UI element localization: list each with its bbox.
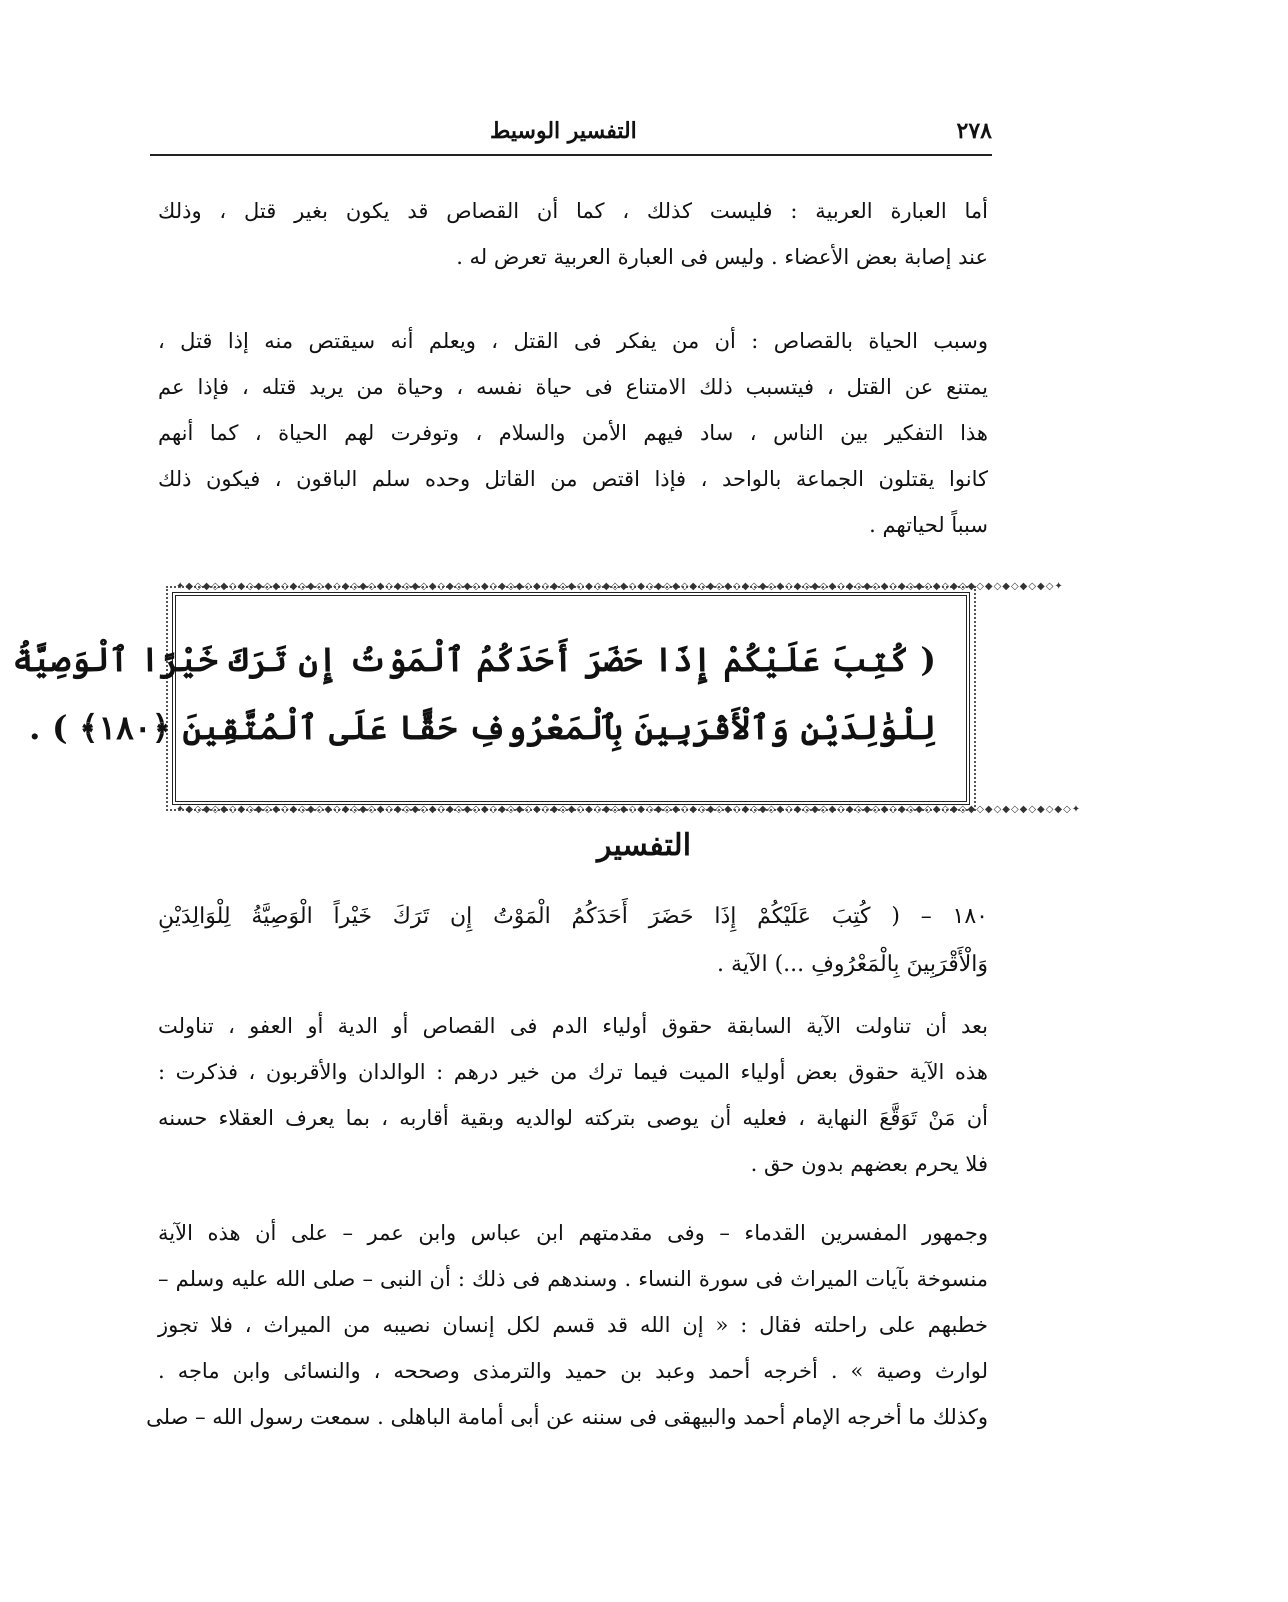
quran-verse-frame bbox=[12, 581, 1082, 815]
text-line: لوارث وصية » . أخرجه أحمد وعبد بن حميد والترمذى وصححه ، والنسائى وابن ماجه . bbox=[158, 1359, 988, 1383]
page-number: ٢٧٨ bbox=[956, 118, 992, 144]
page-header bbox=[150, 118, 992, 158]
text-line: وَالْأَقْرَبِينَ بِالْمَعْرُوفِ ...) الآية . bbox=[717, 952, 988, 977]
text-line: بعد أن تناولت الآية السابقة حقوق أولياء الدم فى القصاص أو الدية أو العفو ، تناولت bbox=[158, 1014, 988, 1038]
text-line: وسبب الحياة بالقصاص : أن من يفكر فى القتل ، ويعلم أنه سيقتص منه إذا قتل ، bbox=[158, 329, 988, 353]
paragraph-3 bbox=[158, 1003, 988, 1187]
header-rule bbox=[150, 154, 992, 156]
text-line: هذا التفكير بين الناس ، ساد فيهم الأمن والسلام ، وتوفرت لهم الحياة ، كما أنهم bbox=[158, 421, 988, 445]
text-line: منسوخة بآيات الميراث فى سورة النساء . وسندهم فى ذلك : أن النبى – صلى الله عليه وسلم – bbox=[158, 1267, 988, 1291]
paragraph-4 bbox=[146, 1210, 988, 1440]
text-line: أن مَنْ تَوَقَّعَ النهاية ، فعليه أن يوصى بتركته لوالديه وبقية أقاربه ، بما يعرف العقلاء حسنه bbox=[158, 1106, 988, 1130]
verse-line: لِلْوَٰلِدَيْنِ وَٱلْأَقْرَبِينَ بِٱلْمَعْرُوفِ حَقًّا عَلَى ٱلْمُتَّقِينَ ﴿١٨٠﴾ ) . bbox=[29, 708, 936, 747]
paragraph-1 bbox=[158, 188, 988, 280]
text-line: فلا يحرم بعضهم بدون حق . bbox=[750, 1152, 988, 1176]
text-line: عند إصابة بعض الأعضاء . وليس فى العبارة العربية تعرض له . bbox=[456, 245, 988, 269]
frame-ornament: ✦◆◇◆◇◆◇◆◇◆◇◆◇◆◇◆◇◆◇◆◇◆◇◆◇◆◇◆◇◆◇◆◇◆◇◆◇◆◇◆◇◆◇◆◇◆◇◆◇◆◇◆◇◆◇◆◇◆◇◆◇◆◇◆◇◆◇◆◇◆◇◆◇◆◇◆◇◆◇◆◇◆◇◆◇◆◇◆◇◆◇◆◇◆◇◆◇◆◇◆◇✦ bbox=[176, 581, 1064, 592]
text-line: كانوا يقتلون الجماعة بالواحد ، فإذا اقتص من القاتل وحده سلم الباقون ، فيكون ذلك bbox=[158, 467, 988, 491]
text-line: وكذلك ما أخرجه الإمام أحمد والبيهقى فى سننه عن أبى أمامة الباهلى . سمعت رسول الله – صلى bbox=[146, 1405, 988, 1429]
paragraph-2 bbox=[158, 318, 988, 548]
text-line: سبباً لحياتهم . bbox=[869, 513, 988, 537]
text-line: وجمهور المفسرين القدماء – وفى مقدمتهم ابن عباس وابن عمر – على أن هذه الآية bbox=[158, 1221, 988, 1245]
section-title: التفسير bbox=[596, 828, 692, 863]
running-title: التفسير الوسيط bbox=[490, 118, 637, 144]
text-line: هذه الآية حقوق بعض أولياء الميت فيما ترك من خير درهم : الوالدان والأقربون ، فذكرت : bbox=[158, 1060, 988, 1084]
verse-reference bbox=[158, 893, 988, 989]
text-line: خطبهم على راحلته فقال : « إن الله قد قسم لكل إنسان نصيبه من الميراث ، فلا تجوز bbox=[158, 1313, 988, 1337]
frame-ornament: ✦◆◇◆◇◆◇◆◇◆◇◆◇◆◇◆◇◆◇◆◇◆◇◆◇◆◇◆◇◆◇◆◇◆◇◆◇◆◇◆◇◆◇◆◇◆◇◆◇◆◇◆◇◆◇◆◇◆◇◆◇◆◇◆◇◆◇◆◇◆◇◆◇◆◇◆◇◆◇◆◇◆◇◆◇◆◇◆◇◆◇◆◇◆◇◆◇◆◇◆◇◆◇✦ bbox=[176, 804, 1082, 815]
quran-verse bbox=[12, 626, 936, 762]
verse-line: ( كُتِبَ عَلَيْكُمْ إِذَا حَضَرَ أَحَدَكُمُ ٱلْمَوْتُ إِن تَرَكَ خَيْرًا ٱلْوَصِيَّةُ bbox=[12, 640, 936, 679]
text-line: ١٨٠ – ( كُتِبَ عَلَيْكُمْ إِذَا حَضَرَ أَحَدَكُمُ الْمَوْتُ إِن تَرَكَ خَيْراً الْوَصِيَّةُ لِلْوَالِدَيْنِ bbox=[158, 904, 988, 929]
text-line: يمتنع عن القتل ، فيتسبب ذلك الامتناع فى حياة نفسه ، وحياة من يريد قتله ، فإذا عم bbox=[158, 375, 988, 399]
text-line: أما العبارة العربية : فليست كذلك ، كما أن القصاص قد يكون بغير قتل ، وذلك bbox=[158, 199, 988, 223]
